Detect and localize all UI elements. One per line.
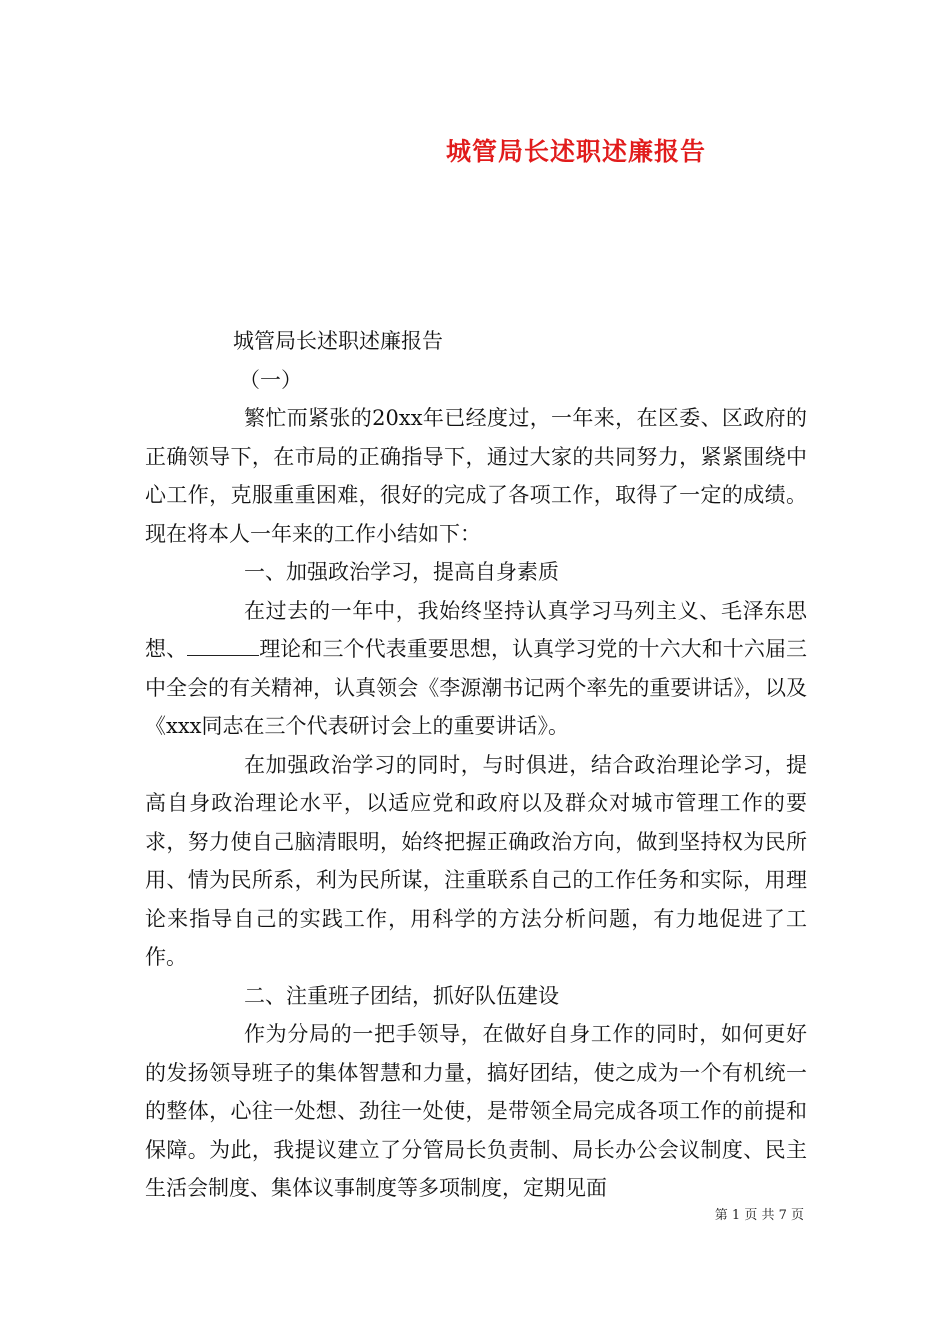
paragraph-intro: 繁忙而紧张的20xx年已经度过，一年来，在区委、区政府的正确领导下，在市局的正确指导下，通过大家的共同努力，紧紧围绕中心工作，克服重重困难，很好的完成了各项工作，取得了一定的成绩。现在将本人一年来的工作小结如下： [145, 406, 807, 546]
paragraph-study-part2: 理论和三个代表重要思想，认真学习党的十六大和十六届三中全会的有关精神，认真领会《李源潮书记两个率先的重要讲话》，以及《xxx同志在三个代表研讨会上的重要讲话》。 [145, 637, 808, 738]
paragraph-study-part1: 在过去的一年中，我始终坚持认真学习马列主义、毛泽东思想、 [145, 598, 807, 661]
section-heading-2: 二、注重班子团结，抓好队伍建设 [244, 983, 559, 1008]
document-subtitle: 城管局长述职述廉报告 [233, 329, 443, 353]
document-header-title: 城管局长述职述廉报告 [445, 137, 706, 166]
paragraph-team: 作为分局的一把手领导，在做好自身工作的同时，如何更好的发扬领导班子的集体智慧和力量，搞好团结，使之成为一个有机统一的整体，心往一处想、劲往一处使，是带领全局完成各项工作的前提和保障。为此，我提议建立了分管局长负责制、局长办公会议制度、民主生活会制度、集体议事制度等多项制度，定期见面 [145, 1022, 807, 1200]
paragraph-politics: 在加强政治学习的同时，与时俱进，结合政治理论学习，提高自身政治理论水平，以适应党和政府以及群众对城市管理工作的要求，努力使自己脑清眼明，始终把握正确政治方向，做到坚持权为民所用、情为民所系，利为民所谋，注重联系自己的工作任务和实际，用理论来指导自己的实践工作，用科学的方法分析问题，有力地促进了工作。 [145, 752, 807, 969]
section-heading-1: 一、加强政治学习，提高自身素质 [244, 560, 559, 584]
page-number-footer: 第 1 页 共 7 页 [714, 1208, 804, 1223]
paragraph-study [145, 592, 807, 746]
fill-in-blank [187, 633, 259, 656]
part-label: （一） [239, 367, 302, 392]
document-body [145, 322, 807, 1208]
